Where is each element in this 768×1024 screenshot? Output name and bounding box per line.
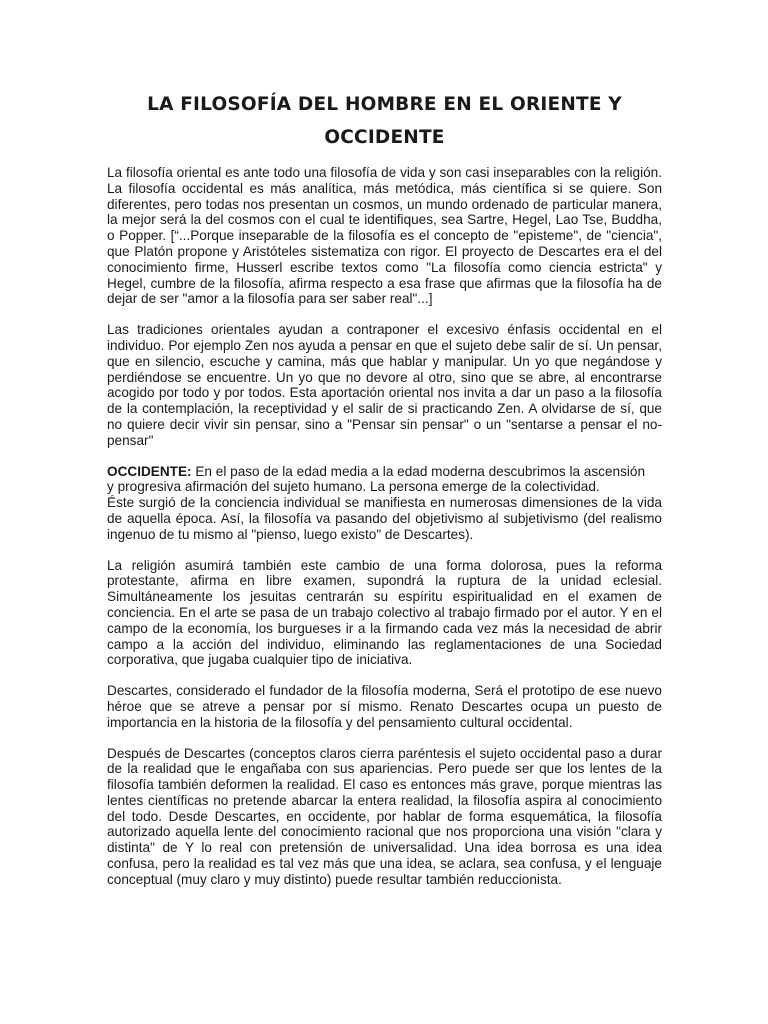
occidente-rest: Éste surgió de la conciencia individual se manifiesta en numerosas dimensiones de la vida de aquella época. Así, la filosofía va pasando del objetivismo al subjetivismo (del realismo ingenuo de tu mismo al "pienso, luego existo" de Descartes). [107, 495, 662, 542]
occidente-line-2: y progresiva afirmación del sujeto humano. La persona emerge de la colectividad. [107, 479, 600, 495]
paragraph-religion: La religión asumirá también este cambio de una forma dolorosa, pues la reforma protestante, afirma en libre examen, supondrá la ruptura de la unidad eclesial. Simultáneamente los jesuitas centrarán su espíritu espiritualidad en el examen de conciencia. En el arte se pasa de un trabajo colectivo al trabajo firmado por el autor. Y en el campo de la economía, los burgueses ir a la firmando cada vez más la necesidad de abrir campo a la acción del individuo, eliminando las reglamentaciones de una Sociedad corporativa, que jugaba cualquier tipo de iniciativa. [107, 557, 662, 668]
paragraph-oriental-philosophy: La filosofía oriental es ante todo una filosofía de vida y son casi inseparables con la religión. La filosofía occidental es más analítica, más metódica, más científica si se quiere. Son diferentes, pero todas nos presentan un cosmos, un mundo ordenado de particular manera, la mejor será la del cosmos con el cual te identifiques, sea Sartre, Hegel, Lao Tse, Buddha, o Popper. [“...Porque inseparable de la filosofía es el concepto de "episteme", de "ciencia", que Platón propone y Aristóteles sistematiza con rigor. El proyecto de Descartes era el del conocimiento firme, Husserl escribe textos como "La filosofía como ciencia estricta" y Hegel, cumbre de la filosofía, afirma respecto a esa frase que afirmas que la filosofía ha de dejar de ser "amor a la filosofía para ser saber real"...] [107, 165, 662, 307]
paragraph-occidente [107, 464, 662, 543]
paragraph-oriental-traditions: Las tradiciones orientales ayudan a contraponer el excesivo énfasis occidental en el individuo. Por ejemplo Zen nos ayuda a pensar en que el sujeto debe salir de sí. Un pensar, que en silencio, escuche y camina, más que hablar y manipular. Un yo que negándose y perdiéndose se encuentre. Un yo que no devore al otro, sino que se abre, al encontrarse acogido por todo y por todos. Esta aportación oriental nos invita a dar un paso a la filosofía de la contemplación, la receptividad y el salir de si practicando Zen. A olvidarse de sí, que no quiere decir vivir sin pensar, sino a "Pensar sin pensar" o un "sentarse a pensar el no-pensar" [107, 322, 662, 448]
paragraph-descartes: Descartes, considerado el fundador de la filosofía moderna, Será el prototipo de ese nuevo héroe que se atreve a pensar por sí mismo. Renato Descartes ocupa un puesto de importancia en la historia de la filosofía y del pensamiento cultural occidental. [107, 683, 662, 730]
document-title [107, 88, 662, 154]
title-line-1: LA FILOSOFÍA DEL HOMBRE EN EL ORIENTE Y [147, 94, 622, 115]
paragraph-after-descartes: Después de Descartes (conceptos claros cierra paréntesis el sujeto occidental paso a durar de la realidad que le engañaba con sus apariencias. Pero puede ser que los lentes de la filosofía también deformen la realidad. El caso es entonces más grave, porque mientras las lentes científicas no pretende abarcar la entera realidad, la filosofía aspira al conocimiento del todo. Desde Descartes, en occidente, por hablar de forma esquemática, la filosofía autorizado aquella lente del conocimiento racional que nos proporciona una visión "clara y distinta" de Y lo real con pretensión de universalidad. Una idea borrosa es una idea confusa, pero la realidad es tal vez más que una idea, se aclara, sea confusa, y el lenguaje conceptual (muy claro y muy distinto) puede resultar también reduccionista. [107, 745, 662, 887]
occidente-label: OCCIDENTE: [107, 463, 192, 479]
occidente-line-1: En el paso de la edad media a la edad moderna descubrimos la ascensión [191, 463, 646, 479]
document-page [107, 88, 662, 888]
title-line-2: OCCIDENTE [324, 127, 445, 148]
